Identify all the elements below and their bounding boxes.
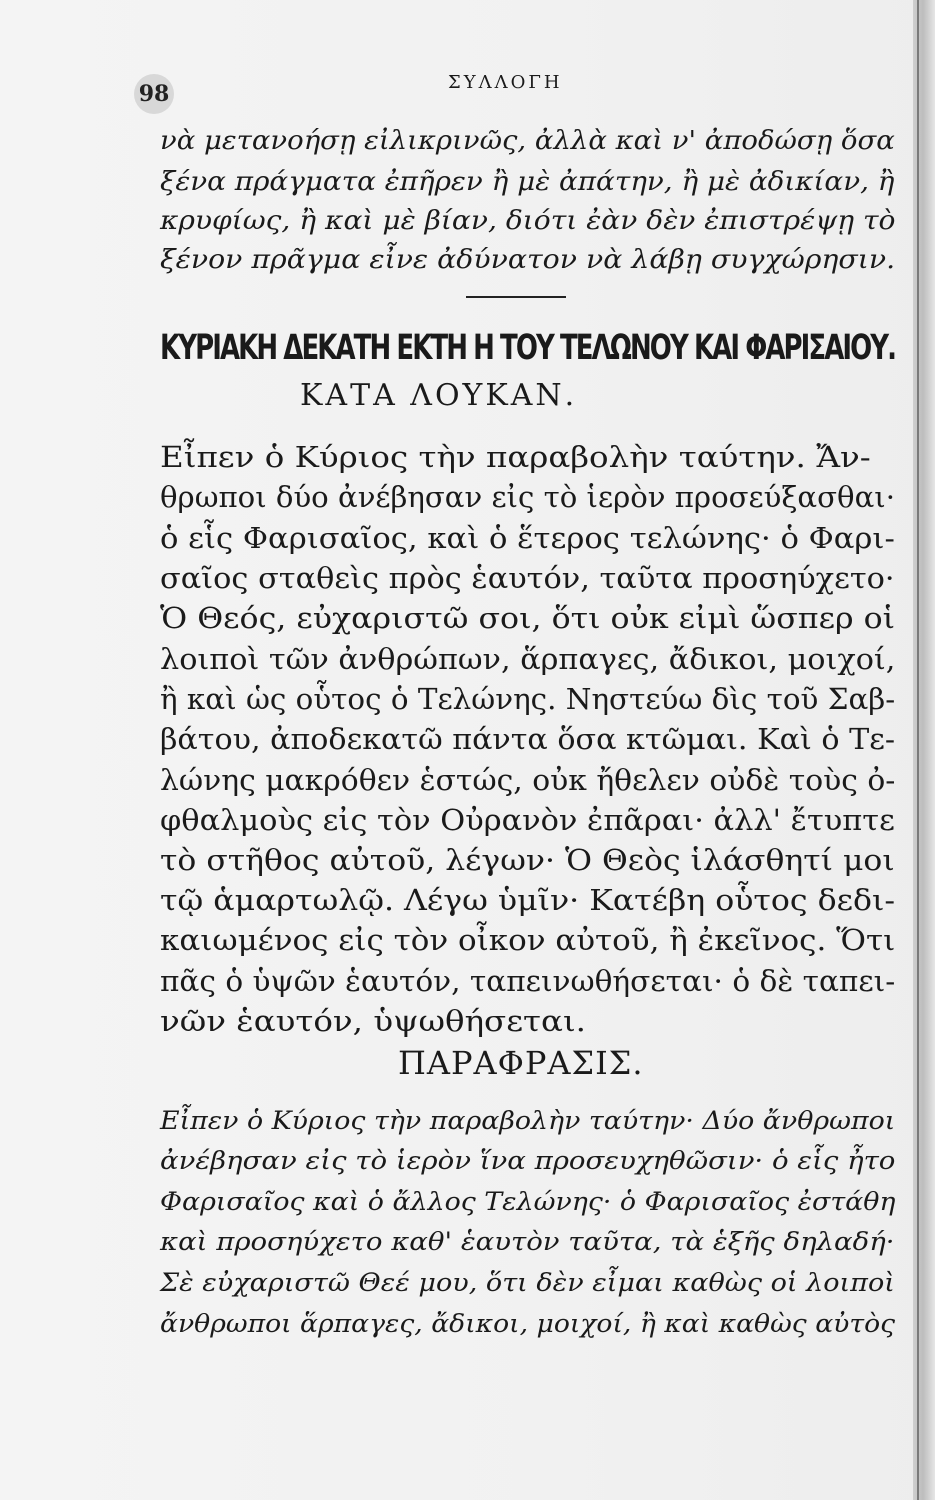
text-line: κρυφίως, ἢ καὶ μὲ βίαν, διότι ἐὰν δὲν ἐπιστρέψῃ τὸ	[160, 206, 896, 236]
text-line: λοιποὶ τῶν ἀνθρώπων, ἅρπαγες, ἄδικοι, μοιχοί,	[160, 642, 896, 676]
text-line: νὰ μετανοήσῃ εἰλικρινῶς, ἀλλὰ καὶ ν' ἀποδώσῃ ὅσα	[160, 126, 895, 156]
text-line: Ὁ Θεός, εὐχαριστῶ σοι, ὅτι οὐκ εἰμὶ ὥσπερ οἱ	[160, 601, 896, 635]
text-line: νῶν ἑαυτόν, ὑψωθήσεται.	[160, 1004, 587, 1038]
page-edge-line	[917, 0, 919, 1500]
text-line: ἀνέβησαν εἰς τὸ ἱερὸν ἵνα προσευχηθῶσιν· ὁ εἷς ἦτο	[160, 1146, 896, 1175]
text-line: καὶ προσηύχετο καθ' ἑαυτὸν ταῦτα, τὰ ἑξῆς δηλαδή·	[160, 1227, 895, 1256]
text-line: καιωμένος εἰς τὸν οἶκον αὐτοῦ, ἢ ἐκεῖνος. Ὅτι	[160, 923, 896, 957]
chapter-heading: ΚΥΡΙΑΚΗ ΔΕΚΑΤΗ ΕΚΤΗ Η ΤΟΥ ΤΕΛΩΝΟΥ ΚΑΙ ΦΑΡΙΣΑΙΟΥ.	[160, 328, 896, 368]
text-line: θρωποι δύο ἀνέβησαν εἰς τὸ ἱερὸν προσεύξασθαι·	[160, 480, 895, 514]
text-line: σαῖος σταθεὶς πρὸς ἑαυτόν, ταῦτα προσηύχετο·	[160, 561, 895, 595]
text-line: πᾶς ὁ ὑψῶν ἑαυτόν, ταπεινωθήσεται· ὁ δὲ ταπει-	[160, 964, 896, 998]
page-number: 98	[134, 74, 174, 114]
text-line: Σὲ εὐχαριστῶ Θεέ μου, ὅτι δὲν εἶμαι καθὼς οἱ λοιποὶ	[160, 1268, 895, 1297]
text-line: τῷ ἁμαρτωλῷ. Λέγω ὑμῖν· Κατέβη οὗτος δεδι-	[160, 883, 896, 917]
text-line: ὁ εἷς Φαρισαῖος, καὶ ὁ ἕτερος τελώνης· ὁ Φαρι-	[160, 521, 895, 555]
running-head: ΣΥΛΛΟΓΗ	[448, 72, 563, 93]
text-line: ξένα πράγματα ἐπῆρεν ἢ μὲ ἀπάτην, ἢ μὲ ἀδικίαν, ἢ	[160, 167, 895, 197]
text-line: φθαλμοὺς εἰς τὸν Οὐρανὸν ἐπᾶραι· ἀλλ' ἔτυπτε	[160, 803, 895, 837]
text-line: βάτου, ἀποδεκατῶ πάντα ὅσα κτῶμαι. Καὶ ὁ Τε-	[160, 722, 896, 756]
section-title: ΠΑΡΑΦΡΑΣΙΣ.	[398, 1044, 644, 1082]
chapter-subheading: ΚΑΤΑ ΛΟΥΚΑΝ.	[300, 378, 578, 413]
text-line: ξένον πρᾶγμα εἶνε ἀδύνατον νὰ λάβῃ συγχώρησιν.	[160, 245, 896, 275]
text-line: Εἶπεν ὁ Κύριος τὴν παραβολὴν ταύτην· Δύο ἄνθρωποι	[160, 1106, 896, 1135]
text-line: Εἶπεν ὁ Κύριος τὴν παραβολὴν ταύτην. Ἄν-	[160, 440, 871, 474]
section-divider	[466, 296, 566, 298]
text-line: λώνης μακρόθεν ἑστώς, οὐκ ἤθελεν οὐδὲ τοὺς ὀ-	[160, 763, 896, 797]
text-line: ἢ καὶ ὡς οὗτος ὁ Τελώνης. Νηστεύω δὶς τοῦ Σαβ-	[160, 682, 896, 716]
text-line: τὸ στῆθος αὐτοῦ, λέγων· Ὁ Θεὸς ἱλάσθητί μοι	[160, 843, 895, 877]
text-line: ἄνθρωποι ἅρπαγες, ἄδικοι, μοιχοί, ἢ καὶ καθὼς αὐτὸς	[160, 1309, 896, 1338]
text-line: Φαρισαῖος καὶ ὁ ἄλλος Τελώνης· ὁ Φαρισαῖος ἐστάθη	[160, 1187, 896, 1216]
